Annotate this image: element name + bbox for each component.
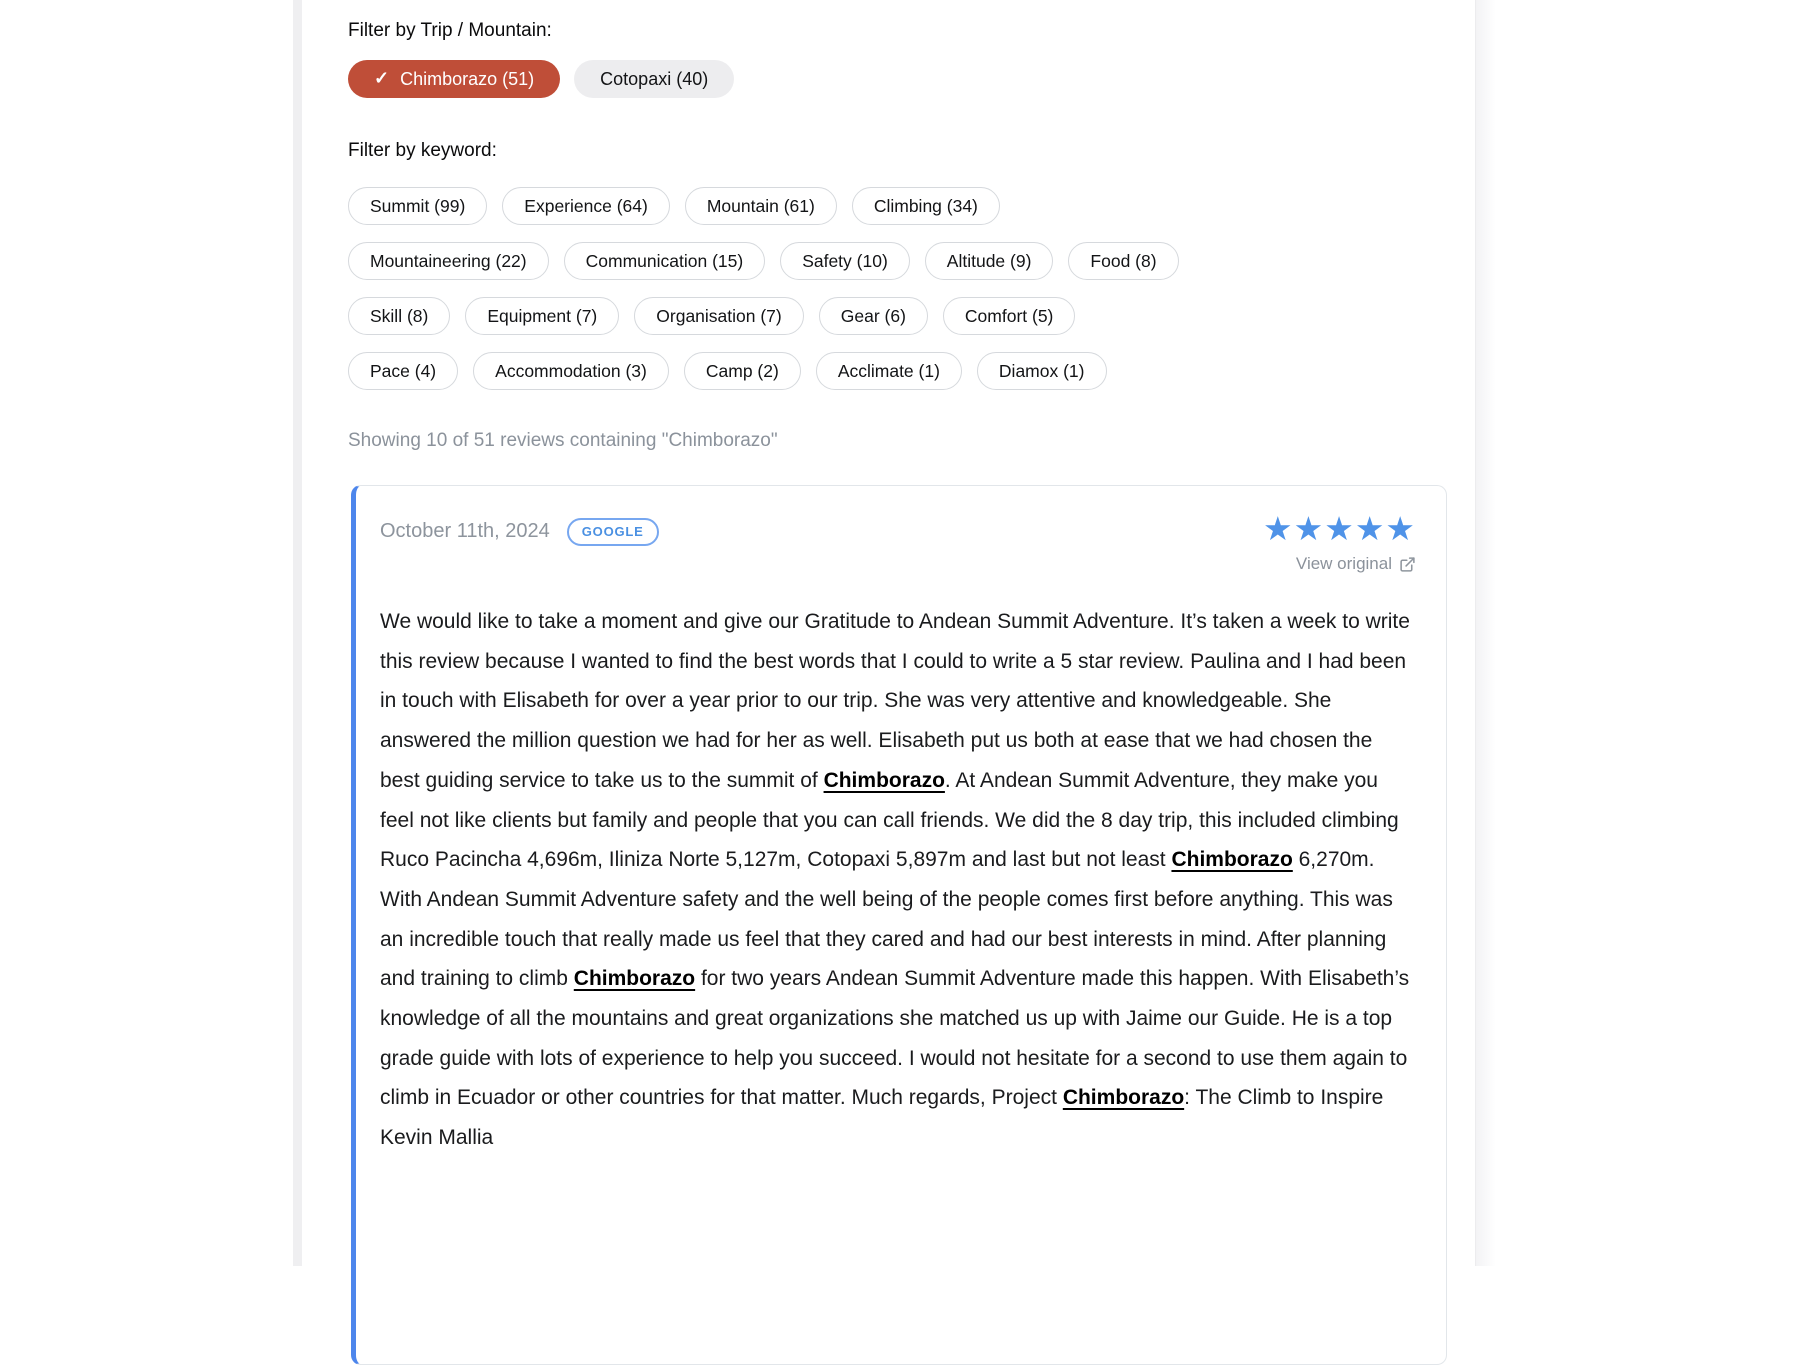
keyword-chip-summit-99[interactable]: Summit (99) xyxy=(348,187,487,225)
review-card xyxy=(351,485,1447,1365)
keyword-highlight: Chimborazo xyxy=(1062,1086,1185,1110)
keyword-chip-equipment-7[interactable]: Equipment (7) xyxy=(465,297,619,335)
keyword-chip-mountain-61[interactable]: Mountain (61) xyxy=(685,187,837,225)
trip-chip-label: Cotopaxi (40) xyxy=(600,68,709,89)
star-icon: ★ xyxy=(1263,510,1294,547)
keyword-chip-altitude-9[interactable]: Altitude (9) xyxy=(925,242,1054,280)
keyword-chip-row xyxy=(348,297,1456,335)
trip-chip-chimborazo-51[interactable] xyxy=(348,60,560,98)
keyword-chip-pace-4[interactable]: Pace (4) xyxy=(348,352,458,390)
review-text-segment: We would like to take a moment and give our Gratitude to Andean Summit Adventure. It’s taken a week to write this review because I wanted to find the best words that I could to write a 5 star review. Paulina and I had been in touch with Elisabeth for over a year prior to our trip. She was very attentive and knowledgeable. She answered the million question we had for her as well. Elisabeth put us both at ease that we had chosen the best guiding service to take us to the summit of xyxy=(380,610,1410,792)
keyword-chip-comfort-5[interactable]: Comfort (5) xyxy=(943,297,1075,335)
check-icon: ✓ xyxy=(374,68,390,88)
keyword-chip-row xyxy=(348,242,1456,280)
keyword-chip-organisation-7[interactable]: Organisation (7) xyxy=(634,297,803,335)
trip-chip-cotopaxi-40[interactable] xyxy=(574,60,734,98)
keyword-chip-mountaineering-22[interactable]: Mountaineering (22) xyxy=(348,242,549,280)
star-icon: ★ xyxy=(1354,510,1386,547)
star-icon: ★ xyxy=(1385,510,1416,547)
keyword-chip-communication-15[interactable]: Communication (15) xyxy=(564,242,766,280)
keyword-highlight: Chimborazo xyxy=(823,768,945,792)
external-link-icon xyxy=(1399,556,1416,573)
star-icon: ★ xyxy=(1293,510,1325,547)
keyword-chip-row xyxy=(348,352,1456,390)
keyword-chip-camp-2[interactable]: Camp (2) xyxy=(684,352,801,390)
results-summary: Showing 10 of 51 reviews containing "Chimborazo" xyxy=(348,430,778,451)
review-body xyxy=(380,602,1414,1158)
review-card-header xyxy=(380,512,1416,574)
keyword-highlight: Chimborazo xyxy=(1171,848,1293,872)
reviews-filter-panel xyxy=(348,0,1456,1365)
review-text-segment: . At Andean Summit Adventure, they make you feel not like clients but family and people that you can call friends. We did the 8 day trip, this included climbing Ruco Pacincha 4,696m, Iliniza Norte 5,127m, Cotopaxi 5,897m and last but not least xyxy=(380,768,1399,872)
review-date: October 11th, 2024 xyxy=(380,520,550,543)
keyword-chip-climbing-34[interactable]: Climbing (34) xyxy=(852,187,1000,225)
view-original-link[interactable] xyxy=(1296,554,1416,574)
keyword-chip-diamox-1[interactable]: Diamox (1) xyxy=(977,352,1107,390)
review-text-segment: : The Climb to Inspire Kevin Mallia xyxy=(380,1086,1384,1150)
keyword-chip-accommodation-3[interactable]: Accommodation (3) xyxy=(473,352,669,390)
keyword-chip-gear-6[interactable]: Gear (6) xyxy=(819,297,928,335)
trip-filter-label: Filter by Trip / Mountain: xyxy=(348,20,552,41)
keyword-highlight: Chimborazo xyxy=(573,967,696,991)
source-badge: GOOGLE xyxy=(567,518,659,546)
trip-filter-chips xyxy=(348,60,1456,98)
keyword-chip-skill-8[interactable]: Skill (8) xyxy=(348,297,450,335)
keyword-filter-label: Filter by keyword: xyxy=(348,140,497,161)
keyword-chip-experience-64[interactable]: Experience (64) xyxy=(502,187,670,225)
star-icon: ★ xyxy=(1324,510,1355,547)
star-rating xyxy=(1263,512,1416,545)
keyword-chip-acclimate-1[interactable]: Acclimate (1) xyxy=(816,352,962,390)
review-text-segment: for two years Andean Summit Adventure made this happen. With Elisabeth’s knowledge of all the mountains and great organizations she matched us up with Jaime our Guide. He is a top grade guide with lots of experience to help you succeed. I would not hesitate for a second to use them again to climb in Ecuador or other countries for that matter. Much regards, Project xyxy=(380,967,1410,1110)
review-meta xyxy=(380,518,659,546)
review-rating-block xyxy=(1263,512,1416,574)
trip-chip-label: Chimborazo (51) xyxy=(400,68,535,89)
keyword-chip-food-8[interactable]: Food (8) xyxy=(1068,242,1178,280)
review-text-segment: 6,270m. With Andean Summit Adventure safety and the well being of the people comes first before anything. This was an incredible touch that really made us feel that they cared and had our best interests in mind. After planning and training to climb xyxy=(380,848,1393,991)
view-original-label: View original xyxy=(1295,554,1392,573)
keyword-chip-safety-10[interactable]: Safety (10) xyxy=(780,242,910,280)
panel-edge-shadow xyxy=(1475,0,1496,1266)
scrollbar-track[interactable] xyxy=(293,0,302,1266)
keyword-chip-row xyxy=(348,187,1456,225)
keyword-filter-chips xyxy=(348,187,1456,390)
